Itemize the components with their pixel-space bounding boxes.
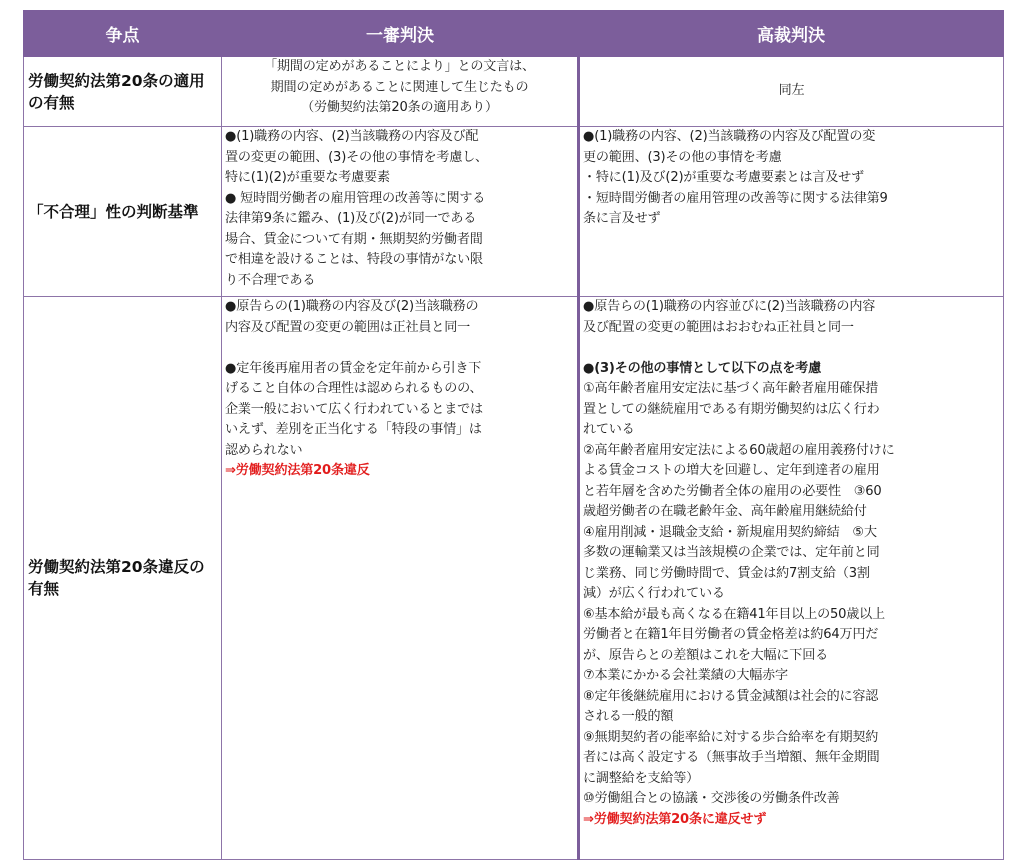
row-label-criteria [24,127,222,297]
first-instance-cell [222,127,579,297]
high-court-text-a: ●原告らの(1)職務の内容並びに(2)当該職務の内容 及び配置の変更の範囲はおおむね正社員と同一 [583,299,876,335]
table-row [24,297,1004,860]
first-instance-text-a: ●原告らの(1)職務の内容及び(2)当該職務の 内容及び配置の変更の範囲は正社員と同一 [225,299,479,335]
high-court-text-b: ①高年齢者雇用安定法に基づく高年齢者雇用確保措 置としての継続雇用である有期労働契約は広く行わ れている ②高年齢者雇用安定法による60歳超の雇用義務付けに よる賃金コストの増大を回避し、定年到達者の雇用 と若年層を含めた労働者全体の雇用の必要性 ③60 歳超労働者の在職老齢年金、高年齢雇用継続給付 ④雇用削減・退職金支給・新規雇用契約締結 ⑤大 多数の運輸業又は当該規模の企業では、定年前と同 じ業務、同じ労働時間で、賃金は約7割支給（3割 減）が広く行われている ⑥基本給が最も高くなる在籍41年目以上の50歳以上 労働者と在籍1年目労働者の賃金格差は約64万円だ が、原告らとの差額はこれを大幅に下回る ⑦本業にかかる会社業績の大幅赤字 ⑧定年後継続雇用における賃金減額は社会的に容認 される一般的額 ⑨無期契約者の能率給に対する歩合給率を有期契約 者には高く設定する（無事故手当増額、無年金期間 に調整給を支給等） ⑩労働組合との協議・交渉後の労働条件改善 [583,381,895,806]
high-court-cell [579,297,1004,860]
first-instance-text: 「期間の定めがあることにより」との文言は、 期間の定めがあることに関連して生じたもの （労働契約法第20条の適用あり） [264,59,535,115]
high-court-text: ●(1)職務の内容、(2)当該職務の内容及び配置の変 更の範囲、(3)その他の事情を考慮 ・特に(1)及び(2)が重要な考慮要素とは言及せず ・短時間労働者の雇用管理の改善等に関する法律第9 条に言及せず [583,129,888,226]
row-label-text: 「不合理」性の判断基準 [28,202,199,221]
first-instance-text: ●(1)職務の内容、(2)当該職務の内容及び配 置の変更の範囲、(3)その他の事情を考慮し、 特に(1)(2)が重要な考慮要素 ● 短時間労働者の雇用管理の改善等に関する 法律第9条に鑑み、(1)及び(2)が同一である 場合、賃金について有期・無期契約労働者間 で相違を設けることは、特段の事情がない限 り不合理である [225,129,488,288]
spacer [222,338,577,359]
header-high-court: 高裁判決 [579,11,1004,57]
row-label-violation [24,297,222,860]
first-instance-cell [222,297,579,860]
header-issue: 争点 [24,11,222,57]
table-row [24,57,1004,127]
high-court-result: ⇒労働契約法第20条に違反せず [583,811,767,827]
high-court-cell [579,57,1004,127]
first-instance-text-b: ●定年後再雇用者の賃金を定年前から引き下 げること自体の合理性は認められるものの、 企業一般において広く行われているとまでは いえず、差別を正当化する「特段の事情」は 認められない [225,360,483,458]
row-label-text: 労働契約法第20条違反の有無 [28,558,205,598]
spacer [580,338,1003,359]
header-row [24,11,1004,57]
first-instance-result: ⇒労働契約法第20条違反 [225,463,370,478]
high-court-heading: ●(3)その他の事情として以下の点を考慮 [583,360,822,376]
high-court-cell [579,127,1004,297]
header-first-instance: 一審判決 [222,11,579,57]
first-instance-cell [222,57,579,127]
row-label-applicability [24,57,222,127]
high-court-text: 同左 [778,83,805,99]
table-row [24,127,1004,297]
row-label-text: 労働契約法第20条の適用の有無 [28,71,205,112]
comparison-table [23,10,1004,860]
